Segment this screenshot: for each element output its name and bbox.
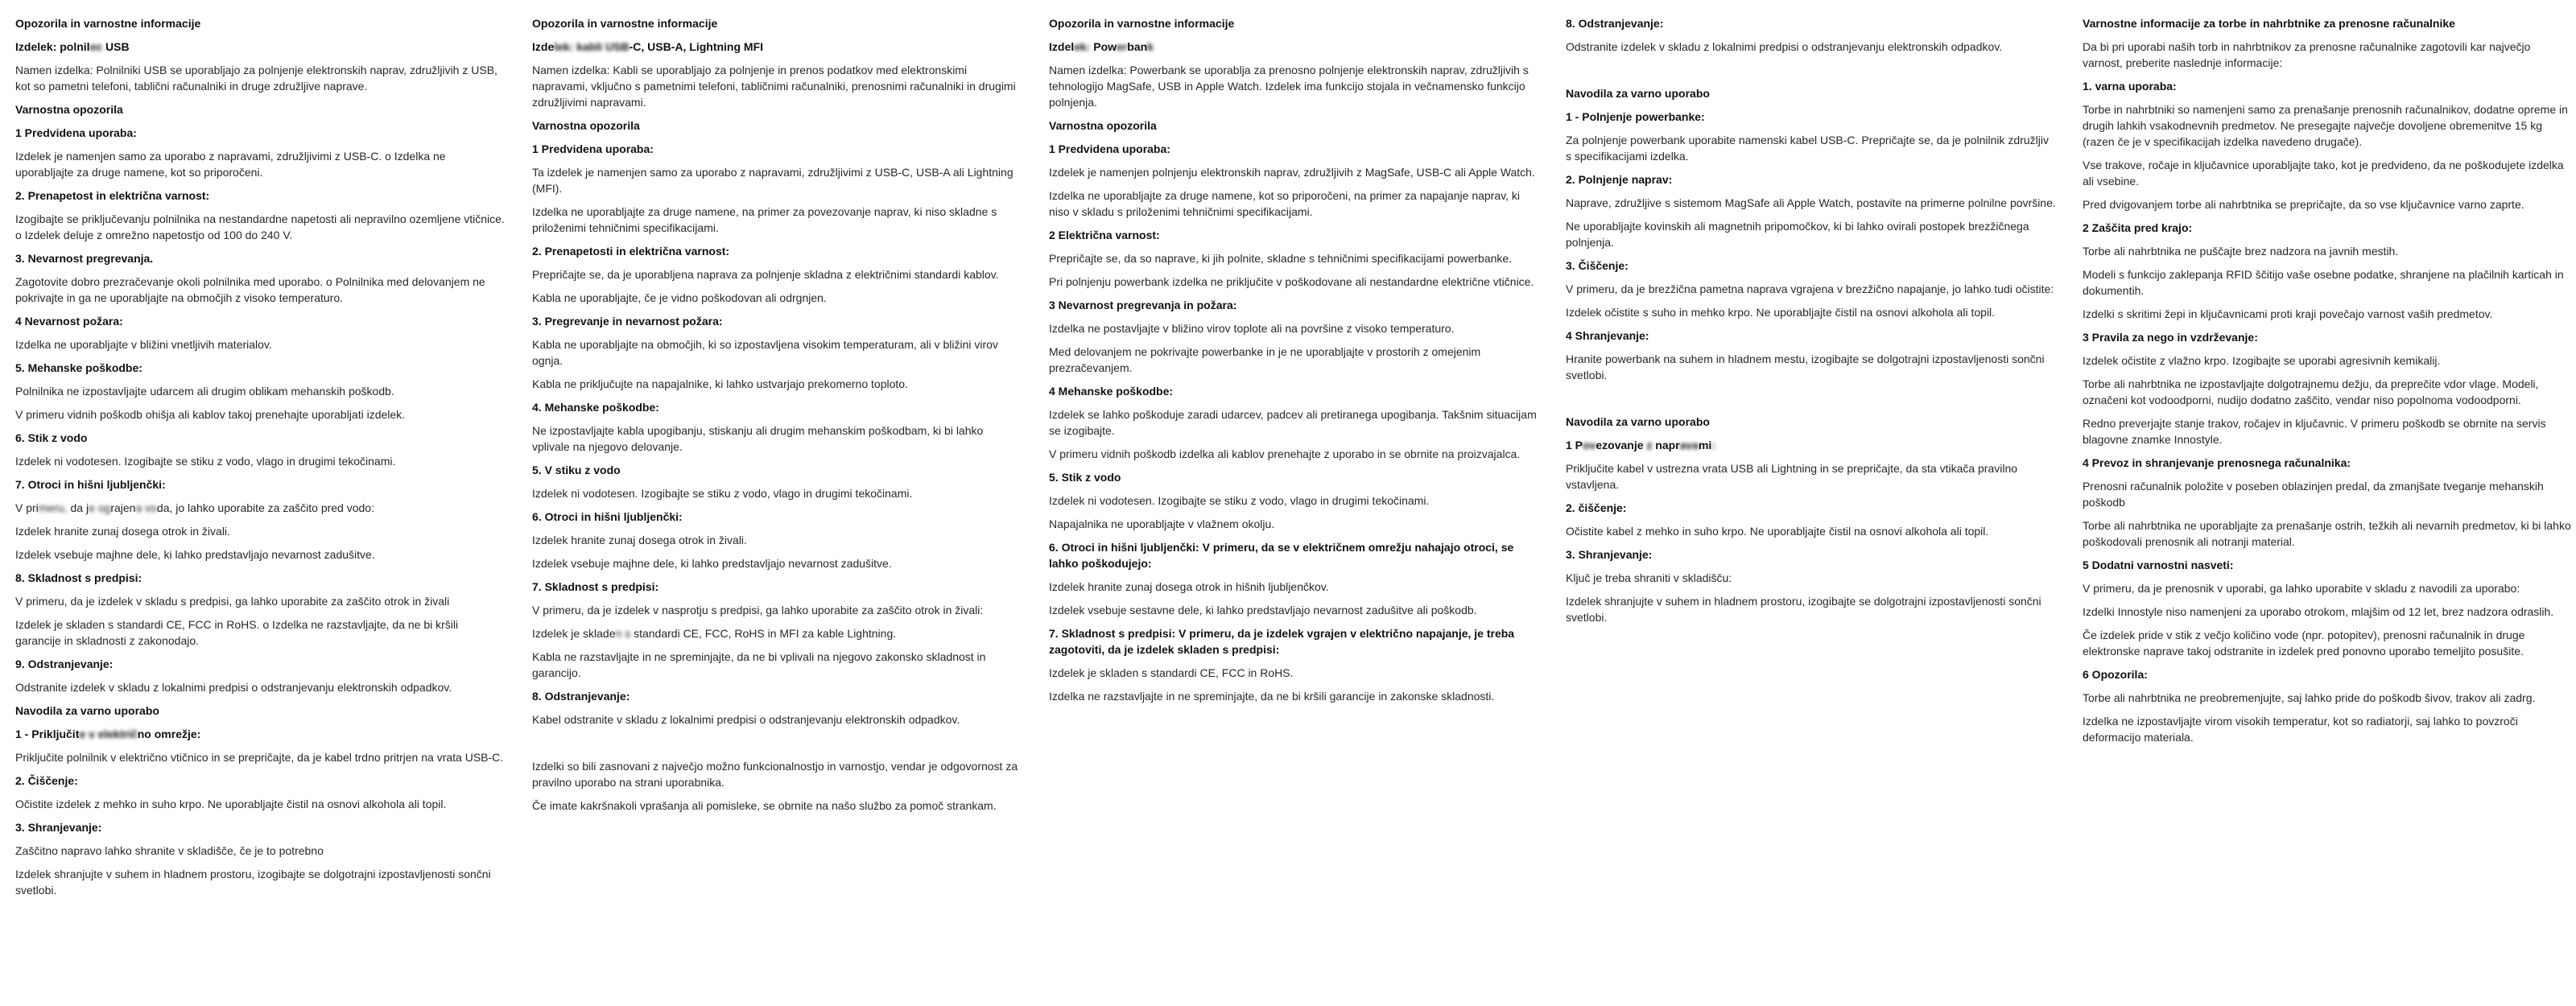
paragraph: Prepričajte se, da je uporabljena naprava za polnjenje skladna z električnimi standardi kablov. (532, 268, 999, 281)
section-heading: Varnostna opozorila (1049, 119, 1157, 132)
paragraph: Izdelek očistite z vlažno krpo. Izogibajte se uporabi agresivnih kemikalij. (2083, 354, 2441, 367)
column-powerbank-usage-and-cable-usage (1566, 8, 2057, 905)
section-heading: 3. Čiščenje: (1566, 259, 1629, 272)
blurred-text-fragment: er (1117, 40, 1128, 53)
blurred-text-fragment: ava (1679, 439, 1699, 451)
section-heading: 8. Odstranjevanje: (1566, 17, 1664, 30)
section-heading: 1 Predvidena uporaba: (15, 126, 137, 139)
column-cables-warnings (532, 8, 1023, 905)
section-heading (15, 726, 506, 742)
paragraph: Namen izdelka: Powerbank se uporablja za prenosno polnjenje elektronskih naprav, združljivih s tehnologijo MagSafe, USB in Apple Watch. Izdelek ima funkcijo stojala in večnamensko funkcijo polnjenja. (1049, 64, 1529, 109)
text-fragment: Izdelek: polnil (15, 40, 90, 53)
section-heading: 4 Prevoz in shranjevanje prenosnega računalnika: (2083, 456, 2351, 469)
text-fragment: Izde (532, 40, 555, 53)
paragraph: Izdelek hranite zunaj dosega otrok in živali. (532, 534, 747, 546)
section-heading: 1 - Polnjenje powerbanke: (1566, 110, 1705, 123)
section-heading: 5. V stiku z vodo (532, 464, 621, 476)
section-heading: Opozorila in varnostne informacije (1049, 17, 1235, 30)
paragraph: Izdelka ne uporabljajte za druge namene, kot so priporočeni, na primer za napajanje naprav, ki niso v skladu s priloženimi tehničnimi specifikacijami. (1049, 189, 1520, 218)
blurred-text-fragment: ek: (1074, 40, 1094, 53)
paragraph: Naprave, združljive s sistemom MagSafe ali Apple Watch, postavite na primerne polnilne površine. (1566, 196, 2056, 209)
text-fragment: rajen (110, 501, 136, 514)
text-fragment: V pri (15, 501, 39, 514)
column-usb-charger-warnings (15, 8, 506, 905)
text-fragment: -C, USB-A, Lightning MFI (629, 40, 764, 53)
paragraph: Redno preverjajte stanje trakov, ročajev in ključavnic. V primeru poškodb se obrnite na servis blagovne znamke Innostyle. (2083, 417, 2546, 446)
section-heading: 7. Skladnost s predpisi: (532, 580, 659, 593)
section-heading: 2. Polnjenje naprav: (1566, 173, 1673, 186)
section-heading: 1 Predvidena uporaba: (1049, 142, 1170, 155)
section-heading: 3 Nevarnost pregrevanja in požara: (1049, 299, 1237, 311)
paragraph: Med delovanjem ne pokrivajte powerbanke in je ne uporabljajte v prostorih z omejenim prezračevanjem. (1049, 345, 1481, 374)
paragraph: Vse trakove, ročaje in ključavnice uporabljajte tako, kot je predvideno, da ne poškodujete izdelka ali vsebine. (2083, 159, 2564, 188)
section-heading: Opozorila in varnostne informacije (532, 17, 718, 30)
section-heading: 4 Mehanske poškodbe: (1049, 385, 1174, 398)
paragraph: Izdelki Innostyle niso namenjeni za uporabo otrokom, mlajšim od 12 let, brez nadzora odraslih. (2083, 605, 2554, 618)
paragraph: Torbe ali nahrbtnika ne puščajte brez nadzora na javnih mestih. (2083, 245, 2399, 258)
column-laptop-bags-safety (2083, 8, 2574, 905)
paragraph: Modeli s funkcijo zaklepanja RFID ščitijo vaše osebne podatke, shranjene na plačilnih karticah in dokumentih. (2083, 268, 2564, 297)
text-fragment: Izdel (1049, 40, 1075, 53)
paragraph: Izogibajte se priključevanju polnilnika na nestandardne napetosti ali nepravilno ozemljene vtičnice. o Izdelek deluje z omrežno napetostjo od 100 do 240 V. (15, 212, 505, 241)
blank-line-spacer (532, 735, 1023, 751)
paragraph: Odstranite izdelek v skladu z lokalnimi predpisi o odstranjevanju elektronskih odpadkov. (15, 681, 452, 694)
paragraph: Izdelka ne postavljajte v bližino virov toplote ali na površine z visoko temperaturo. (1049, 322, 1455, 335)
section-heading: 2. Prenapetost in električna varnost: (15, 189, 210, 202)
paragraph: Izdelek hranite zunaj dosega otrok in hišnih ljubljenčkov. (1049, 580, 1329, 593)
section-heading (1049, 39, 1540, 55)
paragraph: Kabla ne uporabljajte, če je vidno poškodovan ali odrgnjen. (532, 291, 827, 304)
paragraph: Namen izdelka: Polnilniki USB se uporabljajo za polnjenje elektronskih naprav, združljivih z USB, kot so pametni telefoni, tablični računalniki in druge združljive naprave. (15, 64, 497, 93)
paragraph: Kabla ne priključujte na napajalnike, ki lahko ustvarjajo prekomerno toploto. (532, 377, 908, 390)
section-heading: 9. Odstranjevanje: (15, 658, 114, 670)
section-heading: 5 Dodatni varnostni nasveti: (2083, 559, 2234, 571)
paragraph: Kabel odstranite v skladu z lokalnimi predpisi o odstranjevanju elektronskih odpadkov. (532, 713, 960, 726)
paragraph: Izdelki s skritimi žepi in ključavnicami proti kraji povečajo varnost vaših predmetov. (2083, 307, 2493, 320)
text-fragment: ezovanje (1596, 439, 1647, 451)
paragraph: Ta izdelek je namenjen samo za uporabo z napravami, združljivimi z USB-C, USB-A ali Lightning (MFI). (532, 166, 1013, 195)
section-heading: 8. Odstranjevanje: (532, 690, 630, 703)
paragraph: Izdelka ne razstavljajte in ne spreminjajte, da ne bi kršili garancije in zakonske skladnosti. (1049, 690, 1495, 703)
text-fragment: 1 - Priključit (15, 728, 80, 740)
text-fragment: da, jo lahko uporabite za zaščito pred vodo: (156, 501, 374, 514)
paragraph: Kabla ne razstavljajte in ne spreminjajte, da ne bi vplivali na njegovo zakonsko skladnost in garancijo. (532, 650, 986, 679)
paragraph: Izdelek vsebuje sestavne dele, ki lahko predstavljajo nevarnost zadušitve ali poškodb. (1049, 604, 1477, 616)
section-heading: 2. Čiščenje: (15, 774, 78, 787)
blurred-text-fragment: e og (89, 501, 111, 514)
section-heading: 6. Stik z vodo (15, 431, 88, 444)
section-heading: 4 Nevarnost požara: (15, 315, 123, 328)
column-powerbank-warnings (1049, 8, 1540, 905)
section-heading (15, 39, 506, 55)
paragraph: Izdelek je skladen s standardi CE, FCC in RoHS. o Izdelka ne razstavljajte, da ne bi kršili garancije in skladnosti z zakonodajo. (15, 618, 459, 647)
blank-line-spacer (1566, 390, 2057, 406)
section-heading: Varnostna opozorila (532, 119, 640, 132)
paragraph: Če izdelek pride v stik z večjo količino vode (npr. potopitev), prenosni računalnik in druge elektronske naprave takoj odstranite in izdelek pred ponovno uporabo temeljito posušite. (2083, 629, 2525, 658)
section-heading: 2. čiščenje: (1566, 501, 1627, 514)
paragraph: Torbe ali nahrbtnika ne preobremenjujte, saj lahko pride do poškodb šivov, trakov ali zadrg. (2083, 691, 2536, 704)
section-heading: Opozorila in varnostne informacije (15, 17, 201, 30)
paragraph: Izdelek je namenjen samo za uporabo z napravami, združljivimi z USB-C. o Izdelka ne uporabljajte za druge namene, kot so priporočeni. (15, 150, 446, 179)
text-fragment: 1 P (1566, 439, 1583, 451)
paragraph: Za polnjenje powerbank uporabite namenski kabel USB-C. Prepričajte se, da je polnilnik združljiv s specifikacijami izdelka. (1566, 134, 2049, 163)
blurred-text-fragment: lek: kabli USB (554, 40, 630, 53)
blurred-text-fragment: : (1711, 439, 1715, 451)
text-fragment: Izdelek je sklade (532, 627, 616, 640)
section-heading: 1 Predvidena uporaba: (532, 142, 654, 155)
text-fragment: napr (1652, 439, 1680, 451)
blurred-text-fragment: e v električ (79, 728, 138, 740)
paragraph: Torbe in nahrbtniki so namenjeni samo za prenašanje prenosnih računalnikov, dodatne opreme in drugih lahkih vsakodnevnih predmetov. Ne presegajte največje dovoljene obremenitve 15 kg (razen če je v specifikacijah izdelka navedeno drugače). (2083, 103, 2568, 148)
paragraph: Izdelek vsebuje majhne dele, ki lahko predstavljajo nevarnost zadušitve. (15, 548, 375, 561)
text-fragment: USB (102, 40, 130, 53)
paragraph: Izdelek hranite zunaj dosega otrok in živali. (15, 525, 230, 538)
paragraph: Izdelek se lahko poškoduje zaradi udarcev, padcev ali pretiranega upogibanja. Takšnim situacijam se izogibajte. (1049, 408, 1537, 437)
paragraph: V primeru, da je prenosnik v uporabi, ga lahko uporabite v skladu z navodili za uporabo: (2083, 582, 2520, 595)
paragraph: Torbe ali nahrbtnika ne izpostavljajte dolgotrajnemu dežju, da preprečite vdor vlage. Modeli, označeni kot vodoodporni, nudijo dodatno zaščito, vendar niso popolnoma vodoodporni. (2083, 377, 2539, 406)
paragraph: Ne izpostavljajte kabla upogibanju, stiskanju ali drugim mehanskim poškodbam, ki bi lahko vplivale na njegovo delovanje. (532, 424, 984, 453)
text-fragment: ban (1127, 40, 1148, 53)
section-heading: 7. Skladnost s predpisi: V primeru, da je izdelek vgrajen v električno napajanje, je treba zagotoviti, da je izdelek skladen s predpisi: (1049, 627, 1515, 656)
paragraph: Izdelka ne uporabljajte v bližini vnetljivih materialov. (15, 338, 272, 351)
paragraph: Izdelek shranjujte v suhem in hladnem prostoru, izogibajte se dolgotrajni izpostavljenosti sončni svetlobi. (1566, 595, 2041, 624)
text-fragment: standardi CE, FCC, RoHS in MFI za kable Lightning. (630, 627, 897, 640)
paragraph: Izdelek vsebuje majhne dele, ki lahko predstavljajo nevarnost zadušitve. (532, 557, 892, 570)
section-heading: 1. varna uporaba: (2083, 80, 2177, 93)
paragraph (532, 625, 1023, 641)
paragraph: Očistite kabel z mehko in suho krpo. Ne uporabljajte čistil na osnovi alkohola ali topil. (1566, 525, 1989, 538)
paragraph: Odstranite izdelek v skladu z lokalnimi predpisi o odstranjevanju elektronskih odpadkov. (1566, 40, 2003, 53)
paragraph: Kabla ne uporabljajte na območjih, ki so izpostavljena visokim temperaturam, ali v bližini virov ognja. (532, 338, 998, 367)
section-heading: 2. Prenapetosti in električna varnost: (532, 245, 730, 258)
section-heading (1566, 437, 2057, 453)
section-heading: 2 Zaščita pred krajo: (2083, 221, 2193, 234)
section-heading: 3 Pravila za nego in vzdrževanje: (2083, 331, 2258, 344)
section-heading: 3. Nevarnost pregrevanja. (15, 252, 154, 265)
paragraph: Prepričajte se, da so naprave, ki jih polnite, skladne s tehničnimi specifikacijami powerbanke. (1049, 252, 1513, 265)
paragraph: Izdelek shranjujte v suhem in hladnem prostoru, izogibajte se dolgotrajni izpostavljenosti sončni svetlobi. (15, 868, 491, 897)
section-heading: Navodila za varno uporabo (15, 704, 159, 717)
paragraph: Ključ je treba shraniti v skladišču: (1566, 571, 1732, 584)
paragraph: Pri polnjenju powerbank izdelka ne priključite v poškodovane ali nestandardne električne vtičnice. (1049, 275, 1534, 288)
section-heading: Varnostna opozorila (15, 103, 123, 116)
section-heading: 5. Mehanske poškodbe: (15, 361, 142, 374)
paragraph: Namen izdelka: Kabli se uporabljajo za polnjenje in prenos podatkov med elektronskimi napravami, vključno s pametnimi telefoni, tabličnimi računalniki, prenosnimi računalniki in drugimi združljivimi napravami. (532, 64, 1016, 109)
section-heading: 2 Električna varnost: (1049, 229, 1160, 241)
paragraph: Pred dvigovanjem torbe ali nahrbtnika se prepričajte, da so vse ključavnice varno zaprte. (2083, 198, 2524, 211)
section-heading: 4 Shranjevanje: (1566, 329, 1649, 342)
paragraph: Priključite kabel v ustrezna vrata USB ali Lightning in se prepričajte, da sta vtikača pravilno vstavljena. (1566, 462, 2018, 491)
paragraph: Izdelka ne izpostavljajte virom visokih temperatur, kot so radiatorji, saj lahko to povzroči deformacijo materiala. (2083, 715, 2518, 744)
section-heading: 4. Mehanske poškodbe: (532, 401, 659, 414)
blurred-text-fragment: k (1147, 40, 1154, 53)
section-heading: 3. Pregrevanje in nevarnost požara: (532, 315, 723, 328)
section-heading: 5. Stik z vodo (1049, 471, 1121, 484)
section-heading: 3. Shranjevanje: (1566, 548, 1653, 561)
paragraph: Izdelek ni vodotesen. Izogibajte se stiku z vodo, vlago in drugimi tekočinami. (15, 455, 396, 468)
paragraph: Očistite izdelek z mehko in suho krpo. Ne uporabljajte čistil na osnovi alkohola ali topil. (15, 798, 447, 810)
section-heading: 7. Otroci in hišni ljubljenčki: (15, 478, 166, 491)
paragraph: V primeru vidnih poškodb ohišja ali kablov takoj prenehajte uporabljati izdelek. (15, 408, 406, 421)
paragraph: Izdelki so bili zasnovani z največjo možno funkcionalnostjo in varnostjo, vendar je odgovornost za pravilno uporabo na strani uporabnika. (532, 760, 1018, 789)
paragraph: Izdelek očistite s suho in mehko krpo. Ne uporabljajte čistil na osnovi alkohola ali topil. (1566, 306, 1996, 319)
section-heading: 8. Skladnost s predpisi: (15, 571, 142, 584)
section-heading: 6 Opozorila: (2083, 668, 2148, 681)
text-fragment: Pow (1093, 40, 1117, 53)
section-heading (532, 39, 1023, 55)
section-heading: 6. Otroci in hišni ljubljenčki: (532, 510, 683, 523)
paragraph: Izdelek je skladen s standardi CE, FCC in RoHS. (1049, 666, 1294, 679)
paragraph: V primeru, da je brezžična pametna naprava vgrajena v brezžično napajanje, jo lahko tudi očistite: (1566, 282, 2054, 295)
blurred-text-fragment: z (1646, 439, 1653, 451)
paragraph: Ne uporabljajte kovinskih ali magnetnih pripomočkov, ki bi lahko ovirali postopek brezžičnega polnjenja. (1566, 220, 2029, 249)
blurred-text-fragment: a vo (135, 501, 157, 514)
blank-line-spacer (1566, 62, 2057, 78)
blurred-text-fragment: meru, (38, 501, 71, 514)
paragraph: Izdelek ni vodotesen. Izogibajte se stiku z vodo, vlago in drugimi tekočinami. (532, 487, 913, 500)
blurred-text-fragment: ov (1583, 439, 1596, 451)
blurred-text-fragment: n s (615, 627, 631, 640)
paragraph: Prenosni računalnik položite v poseben oblazinjen predal, da zmanjšate tveganje mehanskih poškodb (2083, 480, 2544, 509)
paragraph (15, 500, 506, 516)
paragraph: Izdelek ni vodotesen. Izogibajte se stiku z vodo, vlago in drugimi tekočinami. (1049, 494, 1430, 507)
paragraph: Torbe ali nahrbtnika ne uporabljajte za prenašanje ostrih, težkih ali nevarnih predmetov, ki bi lahko poškodovali prenosnik ali notranji material. (2083, 519, 2571, 548)
paragraph: Polnilnika ne izpostavljajte udarcem ali drugim oblikam mehanskih poškodb. (15, 385, 394, 398)
paragraph: Če imate kakršnakoli vprašanja ali pomisleke, se obrnite na našo službo za pomoč strankam. (532, 799, 997, 812)
paragraph: V primeru, da je izdelek v nasprotju s predpisi, ga lahko uporabite za zaščito otrok in živali: (532, 604, 984, 616)
paragraph: V primeru, da je izdelek v skladu s predpisi, ga lahko uporabite za zaščito otrok in živali (15, 595, 450, 608)
blurred-text-fragment: ec (89, 40, 103, 53)
text-fragment: mi (1698, 439, 1712, 451)
paragraph: Izdelka ne uporabljajte za druge namene, na primer za povezovanje naprav, ki niso skladne s priloženimi tehničnimi specifikacijami. (532, 205, 997, 234)
section-heading: 3. Shranjevanje: (15, 821, 102, 834)
section-heading: Navodila za varno uporabo (1566, 415, 1710, 428)
paragraph: Izdelek je namenjen polnjenju elektronskih naprav, združljivih z MagSafe, USB-C ali Apple Watch. (1049, 166, 1535, 179)
paragraph: Hranite powerbank na suhem in hladnem mestu, izogibajte se dolgotrajni izpostavljenosti sončni svetlobi. (1566, 353, 2045, 381)
paragraph: Zaščitno napravo lahko shranite v skladišče, če je to potrebno (15, 844, 324, 857)
paragraph: Priključite polnilnik v električno vtičnico in se prepričajte, da je kabel trdno pritrjen na vrata USB-C. (15, 751, 504, 764)
section-heading: 6. Otroci in hišni ljubljenčki: V primeru, da se v električnem omrežju nahajajo otroci, se lahko poškodujejo: (1049, 541, 1514, 570)
text-fragment: no omrežje: (137, 728, 201, 740)
paragraph: Napajalnika ne uporabljajte v vlažnem okolju. (1049, 517, 1275, 530)
section-heading: Varnostne informacije za torbe in nahrbtnike za prenosne računalnike (2083, 17, 2455, 30)
section-heading: Navodila za varno uporabo (1566, 87, 1710, 100)
paragraph: Zagotovite dobro prezračevanje okoli polnilnika med uporabo. o Polnilnika med delovanjem ne pokrivajte in ga ne uporabljajte na območjih z visoko temperaturo. (15, 275, 485, 304)
text-fragment: da j (70, 501, 89, 514)
paragraph: Da bi pri uporabi naših torb in nahrbtnikov za prenosne računalnike zagotovili kar največjo varnost, preberite naslednje informacije: (2083, 40, 2531, 69)
paragraph: V primeru vidnih poškodb izdelka ali kablov prenehajte z uporabo in se obrnite na proizvajalca. (1049, 447, 1521, 460)
